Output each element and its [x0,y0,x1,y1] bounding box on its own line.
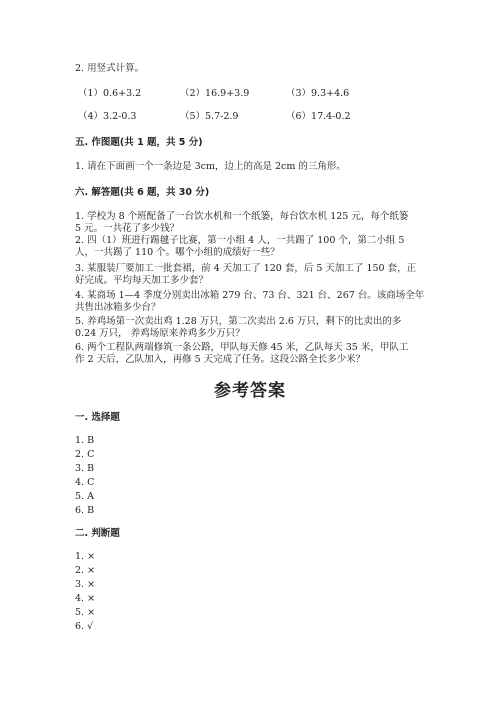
choice-answer: 3. B [75,463,95,474]
judge-answer: 6. √ [75,621,94,632]
answers-title: 参考答案 [214,381,286,401]
judge-answer: 2. × [75,565,96,576]
choice-heading: 一. 选择题 [75,412,120,423]
section6-line: 5 元。一共花了多少钱？ [75,223,180,234]
choice-answer: 5. A [75,491,94,502]
section6-line: 3. 某服装厂要加工一批套裙，前 4 天加工了 120 套，后 5 天加工了 150 套，正 [75,263,417,274]
choice-answer: 4. C [75,477,95,488]
q2-item-4: （4）3.2-0.3 [78,111,137,122]
q2-title: 2. 用竖式计算。 [75,63,145,74]
section6-line: 5. 养鸡场第一次卖出鸡 1.28 万只，第二次卖出 2.6 万只，剩下的比卖出的多 [75,316,402,327]
section6-line: 4. 某商场 1—4 季度分别卖出冰箱 279 台、73 台、321 台、267 台。该商场全年 [75,290,425,301]
section6-line: 人，一共踢了 110 个。哪个小组的成绩好一些？ [75,247,280,258]
judge-answer: 1. × [75,551,96,562]
section6-line: 1. 学校为 8 个班配备了一台饮水机和一个纸篓，每台饮水机 125 元，每个纸篓 [75,211,409,222]
section5-heading: 五. 作图题(共 1 题，共 5 分) [75,137,203,148]
q2-item-2: （2）16.9+3.9 [180,88,250,99]
section5-question-1: 1. 请在下面画一个一条边是 3cm，边上的高是 2cm 的三角形。 [75,161,346,172]
section6-line: 共售出冰箱多少台？ [75,302,161,313]
choice-answer: 2. C [75,449,95,460]
section6-heading: 六. 解答题(共 6 题，共 30 分) [75,187,210,198]
section6-line: 6. 两个工程队两端修筑一条公路，甲队每天修 45 米，乙队每天 35 米，甲队工 [75,342,409,353]
q2-item-6: （6）17.4-0.2 [286,111,351,122]
judge-answer: 4. × [75,593,96,604]
section6-line: 0.24 万只， 养鸡场原来养鸡多少万只？ [75,328,245,339]
judge-answer: 5. × [75,607,96,618]
section6-line: 作 2 天后，乙队加入，再修 5 天完成了任务。这段公路全长多少米？ [75,354,366,365]
choice-answer: 1. B [75,435,95,446]
section6-line: 好完成。平均每天加工多少套？ [75,275,209,286]
q2-item-5: （5）5.7-2.9 [180,111,239,122]
choice-answer: 6. B [75,505,95,516]
judge-heading: 二. 判断题 [75,528,120,539]
q2-item-3: （3）9.3+4.6 [286,88,350,99]
section6-line: 2. 四（1）班进行踢毽子比赛，第一小组 4 人，一共踢了 100 个，第二小组 5 [75,235,405,246]
q2-item-1: （1）0.6+3.2 [78,88,142,99]
judge-answer: 3. × [75,579,96,590]
